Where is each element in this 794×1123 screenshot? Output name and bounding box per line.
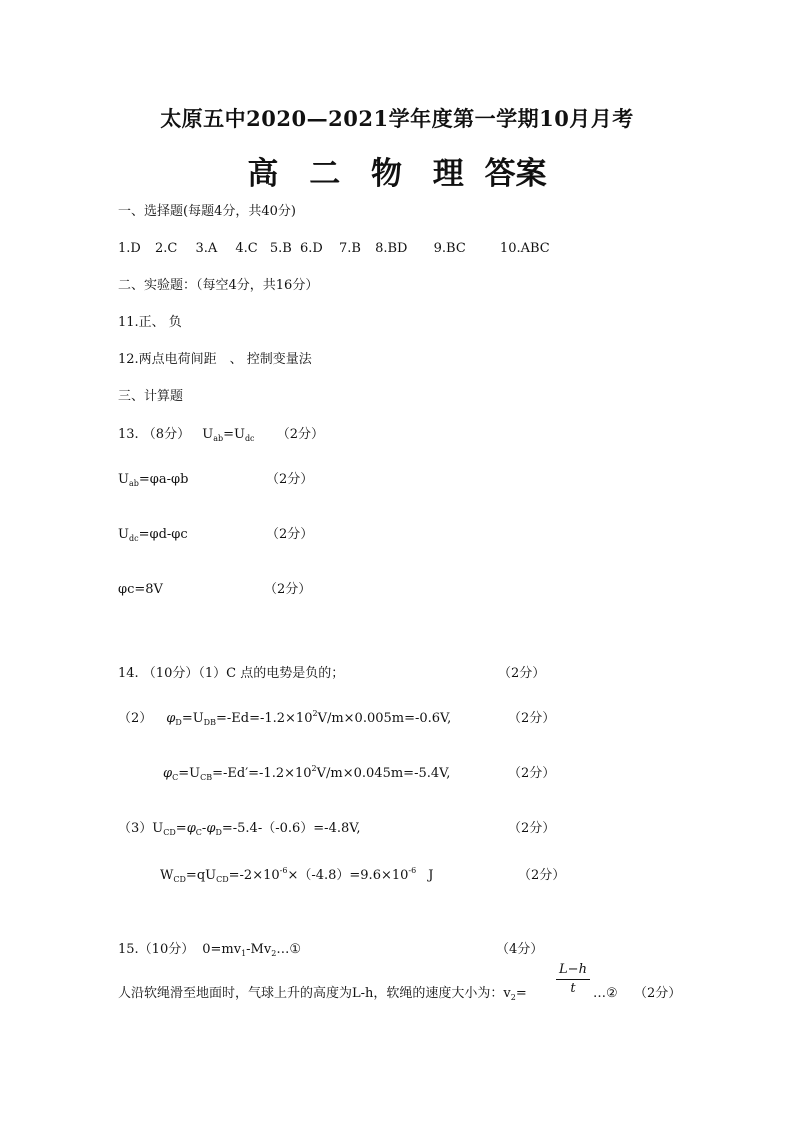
q13-line3: [118, 527, 188, 543]
q13-eq-3: $U_{dc}=\varphi d-\varphi c$: [118, 527, 188, 543]
answer-1: 1.D: [118, 241, 141, 256]
q13-eq-2: $U_{ab}=\varphi a-\varphi b$: [118, 472, 189, 488]
q14-line1: 14. （10分）（1）C 点的电势是负的；: [118, 666, 345, 681]
subtitle-char: 物: [371, 156, 402, 192]
q14-line5: $W_{CD}=qU_{CD}=-2\times 10^{-6}\times(-4.8)=9.6\times 10^{-6}$ J: [160, 866, 434, 884]
answer-8: 8.BD: [375, 241, 408, 256]
q14-line2: （2） $\varphi_D=U_{DB}=-Ed=-1.2\times 10^2V/m\times 0.005m=-0.6V$,: [118, 709, 452, 727]
q14-line4: $(3)U_{CD}=\varphi_C-\varphi_D=-5.4-(-0.6)=-4.8V$,: [118, 821, 361, 837]
answer-9: 9.BC: [433, 241, 466, 256]
answer-7: 7.B: [338, 241, 361, 256]
answer-3: 3.A: [195, 241, 218, 256]
subtitle-char: 高: [247, 156, 279, 192]
answer-5: 5.B: [269, 241, 292, 256]
q15-score-2: （2分）: [634, 986, 682, 1001]
subtitle-char: 二: [309, 156, 341, 192]
fraction-denominator: t: [570, 981, 576, 996]
answer-2: 2.C: [154, 241, 178, 256]
q14-score-1: （2分）: [498, 666, 546, 681]
choice-answers: [118, 241, 550, 257]
q14-score-2: （2分）: [508, 711, 556, 726]
answer-4: 4.C: [235, 241, 258, 256]
answer-10: 10.ABC: [499, 241, 550, 256]
q14-score-4: （2分）: [508, 821, 556, 836]
section3-heading: 三、计算题: [118, 389, 184, 404]
answer-6: 6.D: [300, 241, 323, 256]
section1-heading: 一、选择题(每题4分，共40分): [118, 204, 296, 219]
q13-eq: $U_{ab}=U_{dc}$: [202, 427, 255, 443]
q13-line4: φc=8V: [118, 582, 163, 597]
q15-score-1: （4分）: [496, 942, 544, 957]
q13-score-3: （2分）: [266, 527, 314, 542]
question-11: 11.正、 负: [118, 315, 182, 330]
subtitle-char: 理: [432, 156, 464, 192]
q13-intro: 13. （8分）: [118, 427, 191, 442]
q15-line2: 人沿软绳滑至地面时，气球上升的高度为L-h，软绳的速度大小为：$v_2=$: [118, 986, 527, 1002]
q13-score-1: （2分）: [276, 427, 324, 442]
q14-line3: $\varphi_C=U_{CB}=-Ed'=-1.2\times 10^2V/m\times 0.045m=-5.4V$,: [163, 764, 451, 782]
subtitle-char: 答案: [484, 156, 547, 192]
velocity-fraction: [556, 962, 590, 996]
exam-subtitle: [0, 148, 794, 193]
q13-line1: [118, 427, 324, 443]
q13-line2: [118, 472, 188, 488]
q15-eq-tail: …②: [593, 986, 618, 1001]
exam-title: 太原五中2020—2021学年度第一学期10月月考: [160, 106, 634, 131]
q14-score-5: （2分）: [518, 868, 566, 883]
fraction-numerator: L−h: [559, 962, 587, 977]
q14-score-3: （2分）: [508, 766, 556, 781]
q13-score-2: （2分）: [266, 472, 314, 487]
q13-score-4: （2分）: [264, 582, 312, 597]
section2-heading: 二、实验题：（每空4分，共16分）: [118, 278, 319, 293]
question-12: 12.两点电荷间距 、 控制变量法: [118, 352, 312, 367]
q15-line1: 15.（10分） $0=mv_1-Mv_2\dots ①$: [118, 942, 301, 958]
